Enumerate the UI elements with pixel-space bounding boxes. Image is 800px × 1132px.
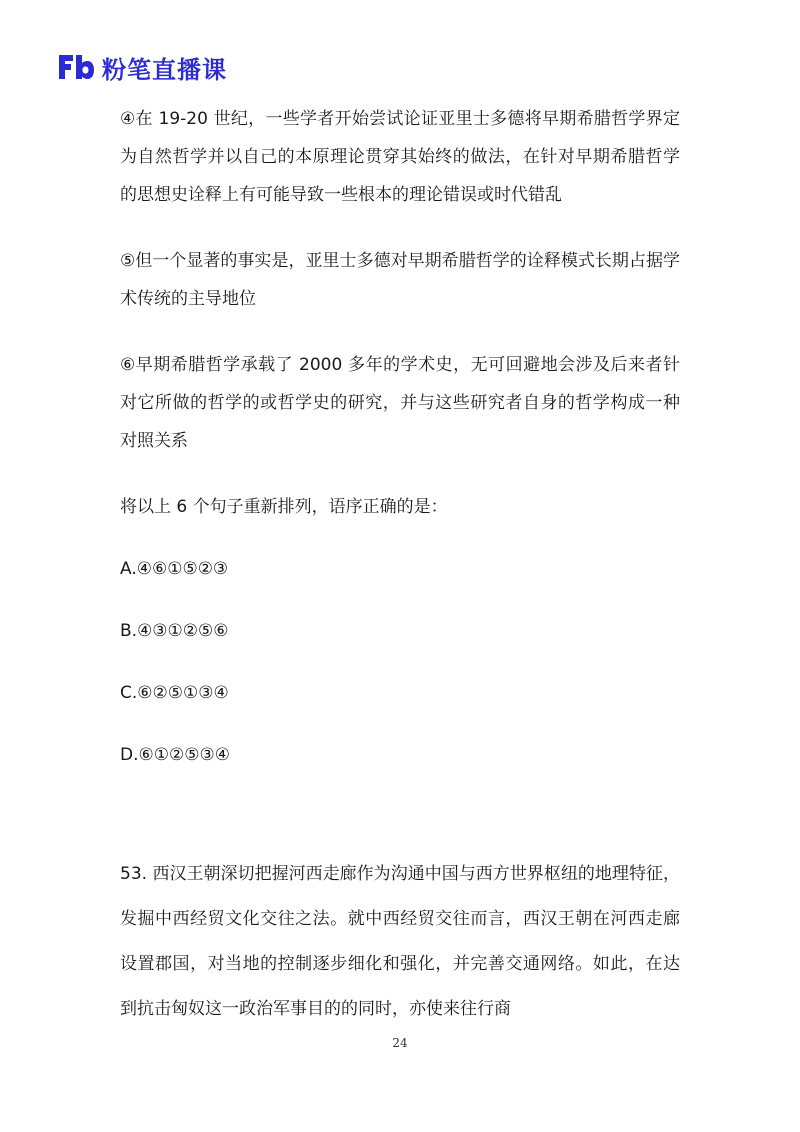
fb-logo-icon (56, 51, 96, 83)
option-a: A.④⑥①⑤②③ (120, 559, 229, 579)
sentence-6: ⑥早期希腊哲学承载了 2000 多年的学术史，无可回避地会涉及后来者针对它所做的哲学的或哲学史的研究，并与这些研究者自身的哲学构成一种对照关系 (120, 355, 680, 451)
question-stem: 将以上 6 个句子重新排列，语序正确的是： (120, 497, 448, 517)
sentence-5: ⑤但一个显著的事实是，亚里士多德对早期希腊哲学的诠释模式长期占据学术传统的主导地位 (120, 251, 680, 309)
brand-name: 粉笔直播课 (102, 55, 227, 84)
option-b: B.④③①②⑤⑥ (120, 621, 229, 641)
sentence-4: ④在 19-20 世纪，一些学者开始尝试论证亚里士多德将早期希腊哲学界定为自然哲学并以自己的本原理论贯穿其始终的做法，在针对早期希腊哲学的思想史诠释上有可能导致一些根本的理论错误或时代错乱 (120, 109, 680, 205)
page-number: 24 (392, 1036, 408, 1050)
option-d: D.⑥①②⑤③④ (120, 745, 230, 765)
header (56, 50, 227, 84)
option-c: C.⑥②⑤①③④ (120, 683, 229, 703)
question-content (120, 100, 680, 798)
question-53: 53. 西汉王朝深切把握河西走廊作为沟通中国与西方世界枢纽的地理特征，发掘中西经贸文化交往之法。就中西经贸交往而言，西汉王朝在河西走廊设置郡国，对当地的控制逐步细化和强化，并完善交通网络。如此，在达到抗击匈奴这一政治军事目的的同时，亦使来往行商 (120, 864, 680, 1019)
